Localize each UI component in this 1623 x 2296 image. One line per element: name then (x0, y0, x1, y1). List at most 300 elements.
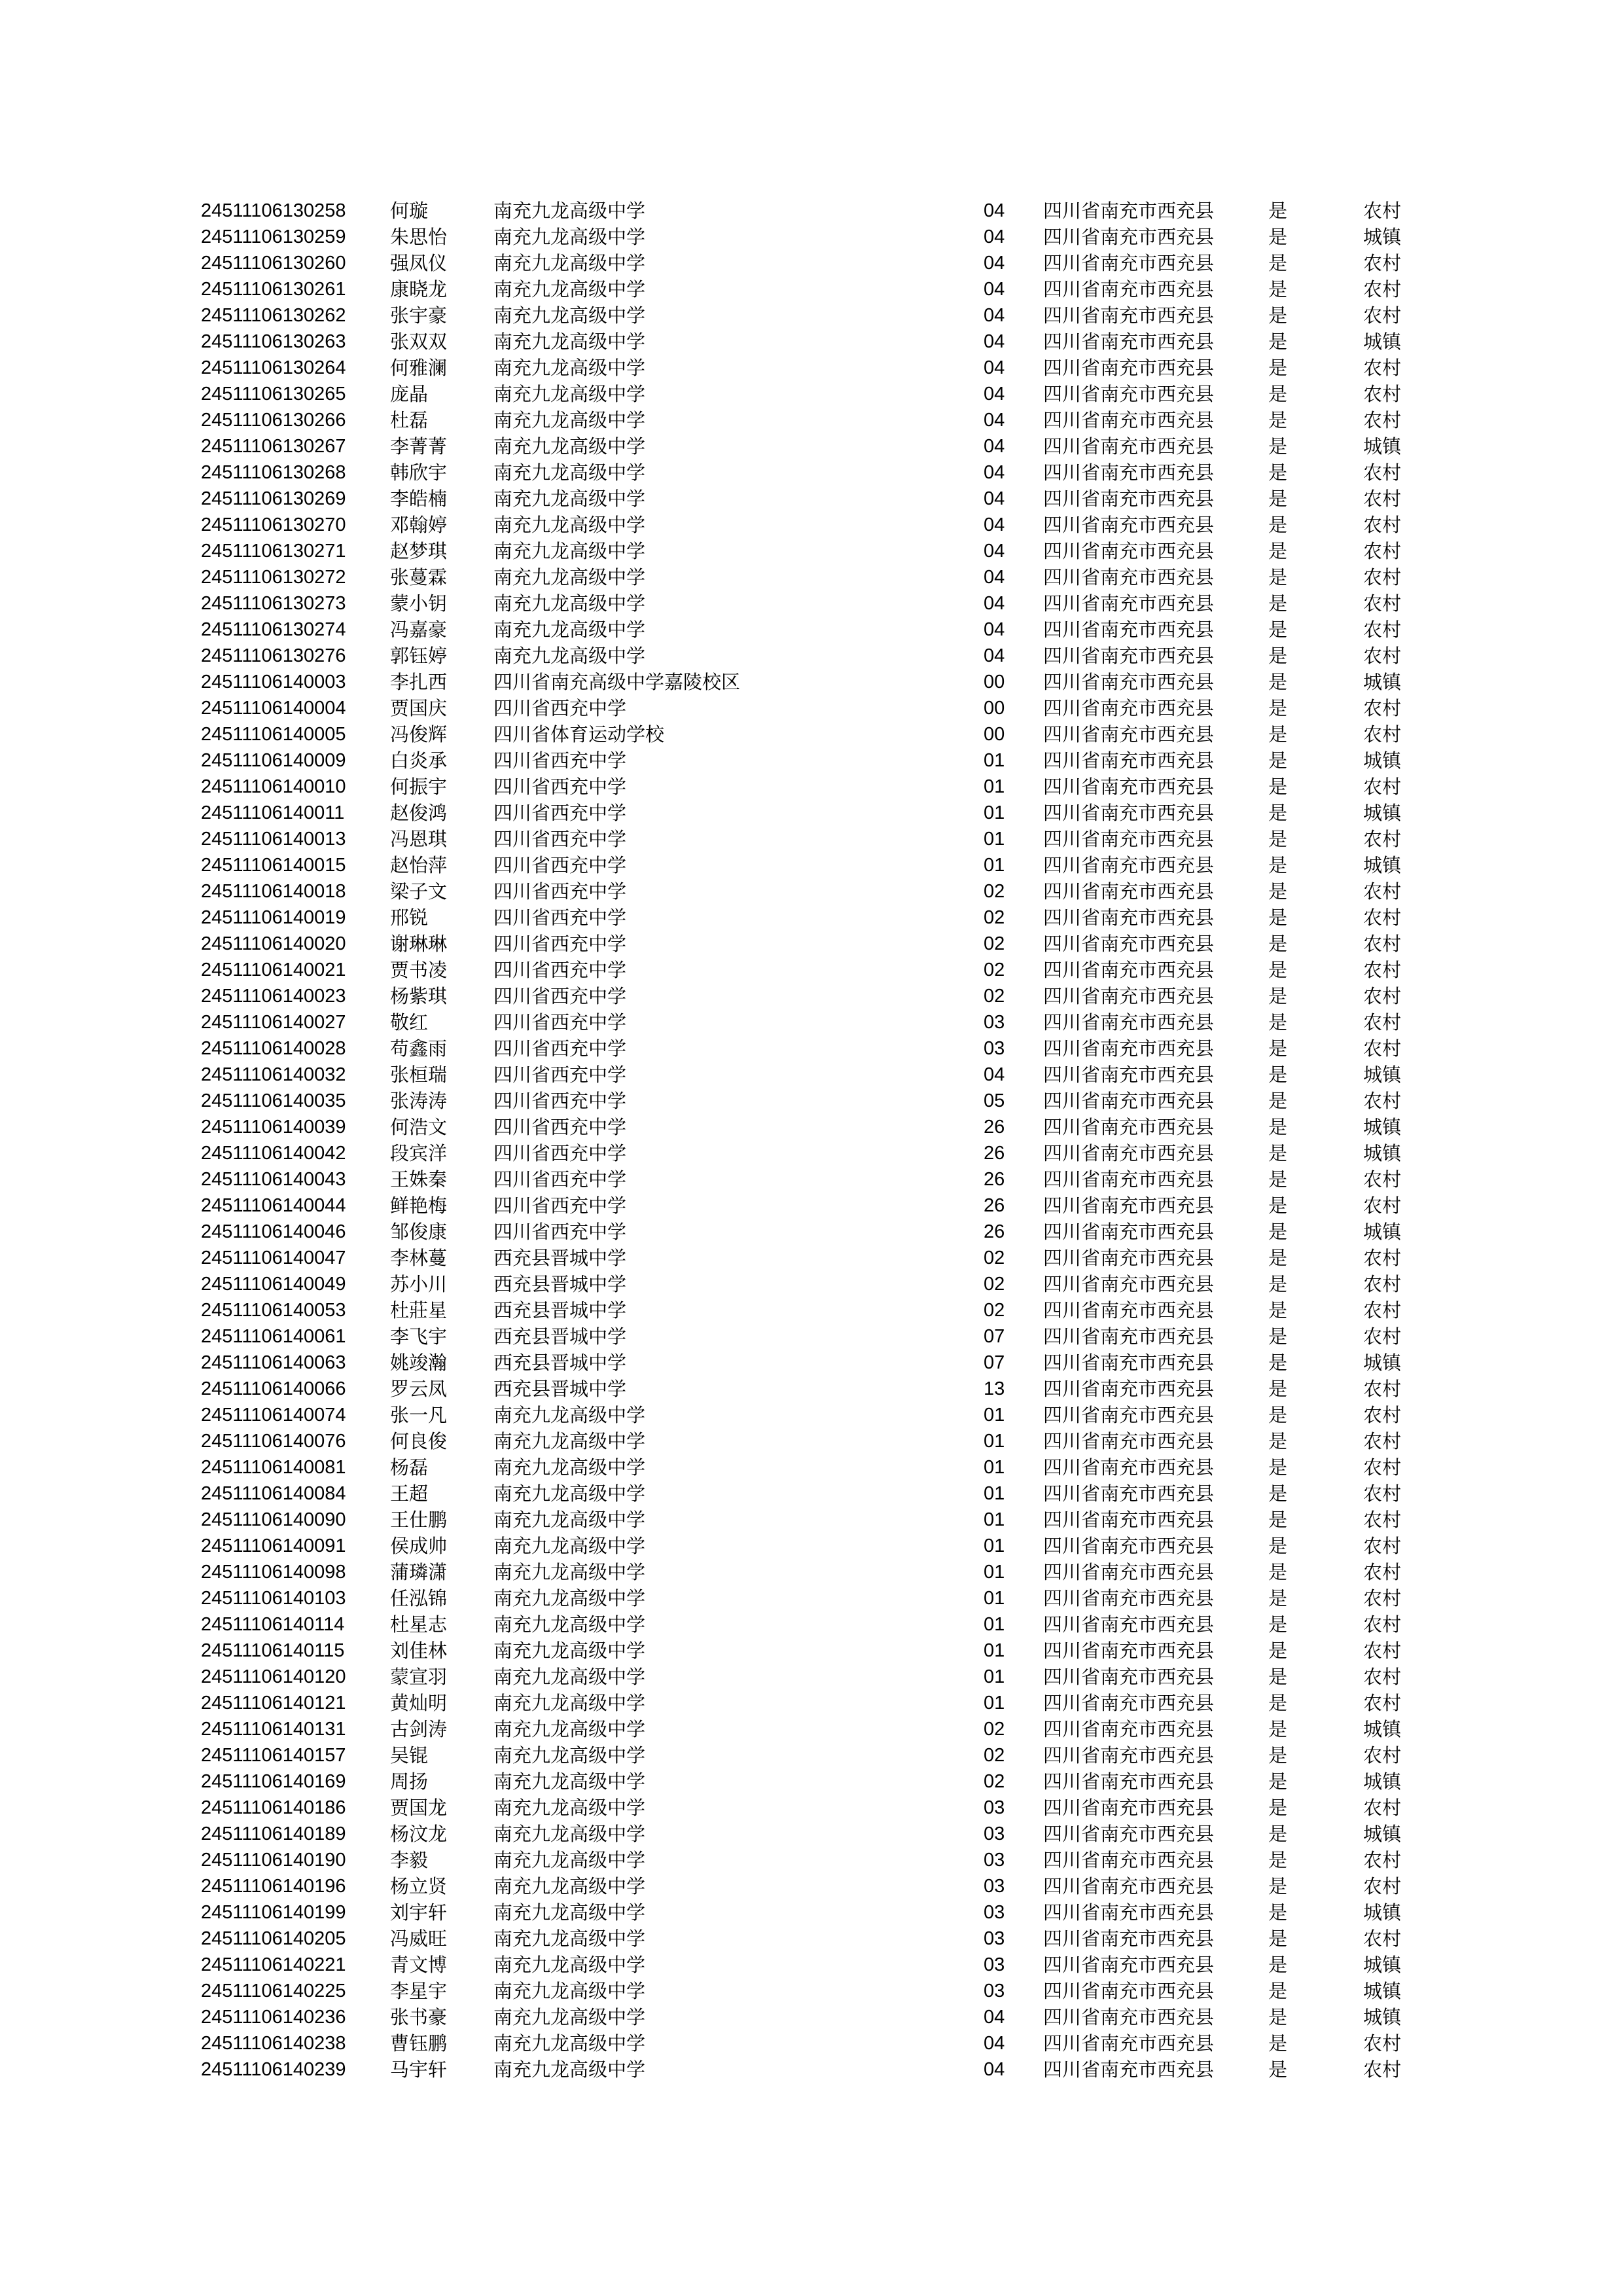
exam-number: 24511106140015 (201, 855, 346, 876)
school-name: 南充九龙高级中学 (493, 1666, 646, 1688)
class-code: 04 (984, 2059, 1005, 2080)
student-name: 何浩文 (390, 1116, 448, 1138)
table-row (201, 852, 1444, 878)
class-code: 04 (984, 645, 1005, 666)
household-region: 四川省南充市西充县 (1043, 2006, 1215, 2028)
school-name: 南充九龙高级中学 (493, 1849, 646, 1871)
eligibility-flag: 是 (1268, 1352, 1288, 1374)
student-name: 张双双 (390, 331, 448, 353)
exam-number: 24511106140090 (201, 1509, 346, 1530)
table-row (201, 1847, 1444, 1873)
school-name: 西充县晋城中学 (493, 1273, 627, 1295)
household-region: 四川省南充市西充县 (1043, 1718, 1215, 1740)
exam-number: 24511106130258 (201, 200, 346, 221)
table-row (201, 1166, 1444, 1193)
residence-type: 农村 (1363, 566, 1402, 588)
residence-type: 农村 (1363, 1666, 1402, 1688)
exam-number: 24511106140005 (201, 724, 346, 745)
eligibility-flag: 是 (1268, 671, 1288, 693)
table-row (201, 957, 1444, 983)
residence-type: 农村 (1363, 1640, 1402, 1662)
residence-type: 农村 (1363, 383, 1402, 405)
household-region: 四川省南充市西充县 (1043, 697, 1215, 719)
table-row (201, 1690, 1444, 1716)
student-name: 杜莊星 (390, 1299, 448, 1321)
school-name: 四川省西充中学 (493, 959, 627, 981)
residence-type: 农村 (1363, 1194, 1402, 1217)
student-name: 贾国龙 (390, 1797, 448, 1819)
student-name: 李菁菁 (390, 435, 448, 457)
eligibility-flag: 是 (1268, 1142, 1288, 1164)
school-name: 南充九龙高级中学 (493, 1744, 646, 1767)
household-region: 四川省南充市西充县 (1043, 1325, 1215, 1348)
residence-type: 农村 (1363, 645, 1402, 667)
student-name: 白炎承 (390, 749, 448, 772)
exam-number: 24511106140081 (201, 1457, 346, 1478)
student-name: 康晓龙 (390, 278, 448, 300)
student-name: 冯威旺 (390, 1928, 448, 1950)
eligibility-flag: 是 (1268, 1064, 1288, 1086)
exam-number: 24511106130263 (201, 331, 346, 352)
class-code: 26 (984, 1117, 1005, 1138)
school-name: 南充九龙高级中学 (493, 2032, 646, 2054)
table-row (201, 1664, 1444, 1690)
class-code: 02 (984, 907, 1005, 928)
school-name: 西充县晋城中学 (493, 1378, 627, 1400)
household-region: 四川省南充市西充县 (1043, 540, 1215, 562)
school-name: 南充九龙高级中学 (493, 1613, 646, 1636)
class-code: 01 (984, 855, 1005, 876)
residence-type: 农村 (1363, 1247, 1402, 1269)
exam-number: 24511106140186 (201, 1797, 346, 1818)
household-region: 四川省南充市西充县 (1043, 331, 1215, 353)
eligibility-flag: 是 (1268, 1456, 1288, 1479)
exam-number: 24511106140091 (201, 1535, 346, 1556)
residence-type: 农村 (1363, 1430, 1402, 1452)
eligibility-flag: 是 (1268, 2058, 1288, 2081)
household-region: 四川省南充市西充县 (1043, 357, 1215, 379)
table-row (201, 747, 1444, 774)
eligibility-flag: 是 (1268, 906, 1288, 929)
table-row (201, 459, 1444, 486)
student-name: 段宾洋 (390, 1142, 448, 1164)
student-name: 谢琳琳 (390, 933, 448, 955)
school-name: 南充九龙高级中学 (493, 1718, 646, 1740)
exam-number: 24511106140023 (201, 986, 346, 1007)
exam-number: 24511106130265 (201, 384, 346, 404)
exam-number: 24511106140027 (201, 1012, 346, 1033)
class-code: 02 (984, 881, 1005, 902)
residence-type: 农村 (1363, 1875, 1402, 1897)
student-name: 刘宇轩 (390, 1901, 448, 1924)
student-name: 刘佳林 (390, 1640, 448, 1662)
school-name: 西充县晋城中学 (493, 1325, 627, 1348)
student-name: 李星宇 (390, 1980, 448, 2002)
school-name: 四川省西充中学 (493, 1168, 627, 1191)
class-code: 01 (984, 1535, 1005, 1556)
exam-number: 24511106140021 (201, 960, 346, 980)
school-name: 南充九龙高级中学 (493, 488, 646, 510)
residence-type: 城镇 (1363, 749, 1402, 772)
eligibility-flag: 是 (1268, 304, 1288, 327)
residence-type: 农村 (1363, 1535, 1402, 1557)
table-row (201, 1611, 1444, 1638)
table-row (201, 224, 1444, 250)
eligibility-flag: 是 (1268, 985, 1288, 1007)
exam-number: 24511106130261 (201, 279, 346, 300)
school-name: 南充九龙高级中学 (493, 304, 646, 327)
table-row (201, 2004, 1444, 2030)
household-region: 四川省南充市西充县 (1043, 1456, 1215, 1479)
school-name: 四川省西充中学 (493, 1037, 627, 1060)
student-name: 苟鑫雨 (390, 1037, 448, 1060)
exam-number: 24511106140003 (201, 672, 346, 692)
exam-number: 24511106140221 (201, 1954, 346, 1975)
household-region: 四川省南充市西充县 (1043, 828, 1215, 850)
school-name: 南充九龙高级中学 (493, 1928, 646, 1950)
household-region: 四川省南充市西充县 (1043, 1797, 1215, 1819)
student-name: 鲜艳梅 (390, 1194, 448, 1217)
class-code: 26 (984, 1143, 1005, 1164)
eligibility-flag: 是 (1268, 1221, 1288, 1243)
class-code: 03 (984, 1981, 1005, 2001)
class-code: 02 (984, 1771, 1005, 1792)
student-name: 蒙小钥 (390, 592, 448, 615)
household-region: 四川省南充市西充县 (1043, 592, 1215, 615)
table-row (201, 1716, 1444, 1742)
student-name: 马宇轩 (390, 2058, 448, 2081)
class-code: 01 (984, 1666, 1005, 1687)
residence-type: 城镇 (1363, 331, 1402, 353)
class-code: 26 (984, 1195, 1005, 1216)
residence-type: 农村 (1363, 1928, 1402, 1950)
household-region: 四川省南充市西充县 (1043, 1221, 1215, 1243)
school-name: 四川省体育运动学校 (493, 723, 665, 745)
household-region: 四川省南充市西充县 (1043, 1901, 1215, 1924)
eligibility-flag: 是 (1268, 749, 1288, 772)
school-name: 南充九龙高级中学 (493, 435, 646, 457)
school-name: 四川省西充中学 (493, 1194, 627, 1217)
eligibility-flag: 是 (1268, 1509, 1288, 1531)
school-name: 西充县晋城中学 (493, 1352, 627, 1374)
residence-type: 农村 (1363, 1037, 1402, 1060)
household-region: 四川省南充市西充县 (1043, 1378, 1215, 1400)
student-name: 张涛涛 (390, 1090, 448, 1112)
class-code: 02 (984, 1745, 1005, 1766)
table-row (201, 826, 1444, 852)
exam-number: 24511106140063 (201, 1352, 346, 1373)
school-name: 四川省西充中学 (493, 828, 627, 850)
exam-number: 24511106140199 (201, 1902, 346, 1923)
eligibility-flag: 是 (1268, 1273, 1288, 1295)
exam-number: 24511106140098 (201, 1562, 346, 1583)
household-region: 四川省南充市西充县 (1043, 1011, 1215, 1033)
student-name: 李林蔓 (390, 1247, 448, 1269)
residence-type: 农村 (1363, 1378, 1402, 1400)
household-region: 四川省南充市西充县 (1043, 2032, 1215, 2054)
exam-number: 24511106130266 (201, 410, 346, 431)
school-name: 南充九龙高级中学 (493, 1980, 646, 2002)
class-code: 26 (984, 1169, 1005, 1190)
student-name: 强凤仪 (390, 252, 448, 274)
table-row (201, 1402, 1444, 1428)
exam-number: 24511106140009 (201, 750, 346, 771)
eligibility-flag: 是 (1268, 357, 1288, 379)
school-name: 南充九龙高级中学 (493, 1535, 646, 1557)
residence-type: 农村 (1363, 592, 1402, 615)
household-region: 四川省南充市西充县 (1043, 906, 1215, 929)
exam-number: 24511106140238 (201, 2033, 346, 2054)
class-code: 02 (984, 960, 1005, 980)
household-region: 四川省南充市西充县 (1043, 1116, 1215, 1138)
table-row (201, 329, 1444, 355)
household-region: 四川省南充市西充县 (1043, 304, 1215, 327)
residence-type: 农村 (1363, 514, 1402, 536)
student-name: 赵梦琪 (390, 540, 448, 562)
household-region: 四川省南充市西充县 (1043, 1980, 1215, 2002)
student-name: 王仕鹏 (390, 1509, 448, 1531)
household-region: 四川省南充市西充县 (1043, 1064, 1215, 1086)
eligibility-flag: 是 (1268, 1980, 1288, 2002)
student-name: 韩欣宇 (390, 461, 448, 484)
household-region: 四川省南充市西充县 (1043, 1247, 1215, 1269)
residence-type: 城镇 (1363, 1718, 1402, 1740)
exam-number: 24511106140205 (201, 1928, 346, 1949)
table-row (201, 1454, 1444, 1480)
exam-number: 24511106140236 (201, 2007, 346, 2028)
household-region: 四川省南充市西充县 (1043, 1168, 1215, 1191)
eligibility-flag: 是 (1268, 226, 1288, 248)
exam-number: 24511106140047 (201, 1247, 346, 1268)
eligibility-flag: 是 (1268, 1797, 1288, 1819)
residence-type: 城镇 (1363, 1823, 1402, 1845)
eligibility-flag: 是 (1268, 880, 1288, 903)
class-code: 04 (984, 357, 1005, 378)
student-name: 王姝秦 (390, 1168, 448, 1191)
eligibility-flag: 是 (1268, 854, 1288, 876)
exam-number: 24511106130267 (201, 436, 346, 457)
household-region: 四川省南充市西充县 (1043, 1194, 1215, 1217)
student-name: 杨立贤 (390, 1875, 448, 1897)
class-code: 03 (984, 1012, 1005, 1033)
eligibility-flag: 是 (1268, 1430, 1288, 1452)
exam-number: 24511106130259 (201, 226, 346, 247)
table-row (201, 1899, 1444, 1926)
school-name: 南充九龙高级中学 (493, 566, 646, 588)
eligibility-flag: 是 (1268, 2032, 1288, 2054)
school-name: 南充九龙高级中学 (493, 1770, 646, 1793)
class-code: 07 (984, 1352, 1005, 1373)
residence-type: 城镇 (1363, 1954, 1402, 1976)
table-row (201, 1062, 1444, 1088)
exam-number: 24511106140061 (201, 1326, 346, 1347)
household-region: 四川省南充市西充县 (1043, 1273, 1215, 1295)
school-name: 四川省西充中学 (493, 1221, 627, 1243)
school-name: 南充九龙高级中学 (493, 1875, 646, 1897)
exam-number: 24511106140076 (201, 1431, 346, 1452)
school-name: 南充九龙高级中学 (493, 514, 646, 536)
class-code: 01 (984, 802, 1005, 823)
exam-number: 24511106140120 (201, 1666, 346, 1687)
student-name: 侯成帅 (390, 1535, 448, 1557)
student-name: 何振宇 (390, 776, 448, 798)
household-region: 四川省南充市西充县 (1043, 645, 1215, 667)
exam-number: 24511106140043 (201, 1169, 346, 1190)
school-name: 四川省西充中学 (493, 1116, 627, 1138)
class-code: 02 (984, 933, 1005, 954)
table-row (201, 1821, 1444, 1847)
household-region: 四川省南充市西充县 (1043, 461, 1215, 484)
exam-number: 24511106140131 (201, 1719, 346, 1740)
table-row (201, 669, 1444, 695)
table-row (201, 774, 1444, 800)
table-row (201, 1350, 1444, 1376)
household-region: 四川省南充市西充县 (1043, 278, 1215, 300)
student-name: 吴锟 (390, 1744, 429, 1767)
class-code: 01 (984, 1483, 1005, 1504)
table-row (201, 1140, 1444, 1166)
student-name: 张书豪 (390, 2006, 448, 2028)
exam-number: 24511106140066 (201, 1378, 346, 1399)
eligibility-flag: 是 (1268, 1378, 1288, 1400)
school-name: 南充九龙高级中学 (493, 1640, 646, 1662)
eligibility-flag: 是 (1268, 1011, 1288, 1033)
table-row (201, 1978, 1444, 2004)
residence-type: 农村 (1363, 2032, 1402, 2054)
residence-type: 农村 (1363, 1482, 1402, 1505)
school-name: 南充九龙高级中学 (493, 1954, 646, 1976)
school-name: 南充九龙高级中学 (493, 1456, 646, 1479)
school-name: 南充九龙高级中学 (493, 1404, 646, 1426)
household-region: 四川省南充市西充县 (1043, 854, 1215, 876)
household-region: 四川省南充市西充县 (1043, 252, 1215, 274)
exam-number: 24511106140190 (201, 1850, 346, 1871)
eligibility-flag: 是 (1268, 1613, 1288, 1636)
table-row (201, 1323, 1444, 1350)
eligibility-flag: 是 (1268, 1823, 1288, 1845)
student-name: 邢锐 (390, 906, 429, 929)
household-region: 四川省南充市西充县 (1043, 1770, 1215, 1793)
residence-type: 农村 (1363, 776, 1402, 798)
school-name: 南充九龙高级中学 (493, 409, 646, 431)
table-row (201, 1952, 1444, 1978)
class-code: 04 (984, 226, 1005, 247)
class-code: 00 (984, 698, 1005, 719)
household-region: 四川省南充市西充县 (1043, 1299, 1215, 1321)
eligibility-flag: 是 (1268, 959, 1288, 981)
table-row (201, 1193, 1444, 1219)
eligibility-flag: 是 (1268, 1325, 1288, 1348)
table-row (201, 721, 1444, 747)
household-region: 四川省南充市西充县 (1043, 1142, 1215, 1164)
student-name: 冯俊辉 (390, 723, 448, 745)
class-code: 04 (984, 514, 1005, 535)
class-code: 04 (984, 593, 1005, 614)
eligibility-flag: 是 (1268, 1770, 1288, 1793)
household-region: 四川省南充市西充县 (1043, 566, 1215, 588)
class-code: 04 (984, 253, 1005, 274)
class-code: 01 (984, 750, 1005, 771)
household-region: 四川省南充市西充县 (1043, 488, 1215, 510)
exam-number: 24511106130268 (201, 462, 346, 483)
household-region: 四川省南充市西充县 (1043, 1482, 1215, 1505)
eligibility-flag: 是 (1268, 331, 1288, 353)
class-code: 13 (984, 1378, 1005, 1399)
eligibility-flag: 是 (1268, 802, 1288, 824)
residence-type: 农村 (1363, 933, 1402, 955)
eligibility-flag: 是 (1268, 1090, 1288, 1112)
school-name: 南充九龙高级中学 (493, 1797, 646, 1819)
household-region: 四川省南充市西充县 (1043, 409, 1215, 431)
household-region: 四川省南充市西充县 (1043, 435, 1215, 457)
exam-number: 24511106140189 (201, 1823, 346, 1844)
school-name: 四川省西充中学 (493, 1142, 627, 1164)
table-row (201, 590, 1444, 617)
class-code: 01 (984, 1588, 1005, 1609)
class-code: 01 (984, 776, 1005, 797)
class-code: 04 (984, 488, 1005, 509)
residence-type: 农村 (1363, 1561, 1402, 1583)
class-code: 02 (984, 1719, 1005, 1740)
class-code: 02 (984, 986, 1005, 1007)
exam-number: 24511106140225 (201, 1981, 346, 2001)
residence-type: 农村 (1363, 1325, 1402, 1348)
eligibility-flag: 是 (1268, 461, 1288, 484)
class-code: 04 (984, 200, 1005, 221)
table-row (201, 1297, 1444, 1323)
household-region: 四川省南充市西充县 (1043, 226, 1215, 248)
eligibility-flag: 是 (1268, 383, 1288, 405)
eligibility-flag: 是 (1268, 409, 1288, 431)
household-region: 四川省南充市西充县 (1043, 1090, 1215, 1112)
residence-type: 城镇 (1363, 802, 1402, 824)
class-code: 01 (984, 1457, 1005, 1478)
class-code: 02 (984, 1247, 1005, 1268)
student-name: 杨紫琪 (390, 985, 448, 1007)
student-name: 蒲璘潇 (390, 1561, 448, 1583)
school-name: 西充县晋城中学 (493, 1299, 627, 1321)
eligibility-flag: 是 (1268, 514, 1288, 536)
table-row (201, 407, 1444, 433)
table-row (201, 1009, 1444, 1035)
exam-number: 24511106140196 (201, 1876, 346, 1897)
school-name: 四川省西充中学 (493, 1064, 627, 1086)
school-name: 南充九龙高级中学 (493, 2058, 646, 2081)
eligibility-flag: 是 (1268, 776, 1288, 798)
residence-type: 农村 (1363, 540, 1402, 562)
eligibility-flag: 是 (1268, 252, 1288, 274)
residence-type: 城镇 (1363, 671, 1402, 693)
school-name: 南充九龙高级中学 (493, 1509, 646, 1531)
school-name: 南充九龙高级中学 (493, 1823, 646, 1845)
school-name: 南充九龙高级中学 (493, 2006, 646, 2028)
table-row (201, 905, 1444, 931)
table-row (201, 1035, 1444, 1062)
table-row (201, 250, 1444, 276)
residence-type: 农村 (1363, 1692, 1402, 1714)
class-code: 02 (984, 1274, 1005, 1295)
household-region: 四川省南充市西充县 (1043, 776, 1215, 798)
school-name: 四川省西充中学 (493, 749, 627, 772)
residence-type: 城镇 (1363, 1980, 1402, 2002)
eligibility-flag: 是 (1268, 1928, 1288, 1950)
table-row (201, 1088, 1444, 1114)
school-name: 南充九龙高级中学 (493, 645, 646, 667)
eligibility-flag: 是 (1268, 1404, 1288, 1426)
residence-type: 农村 (1363, 488, 1402, 510)
class-code: 04 (984, 279, 1005, 300)
household-region: 四川省南充市西充县 (1043, 1744, 1215, 1767)
